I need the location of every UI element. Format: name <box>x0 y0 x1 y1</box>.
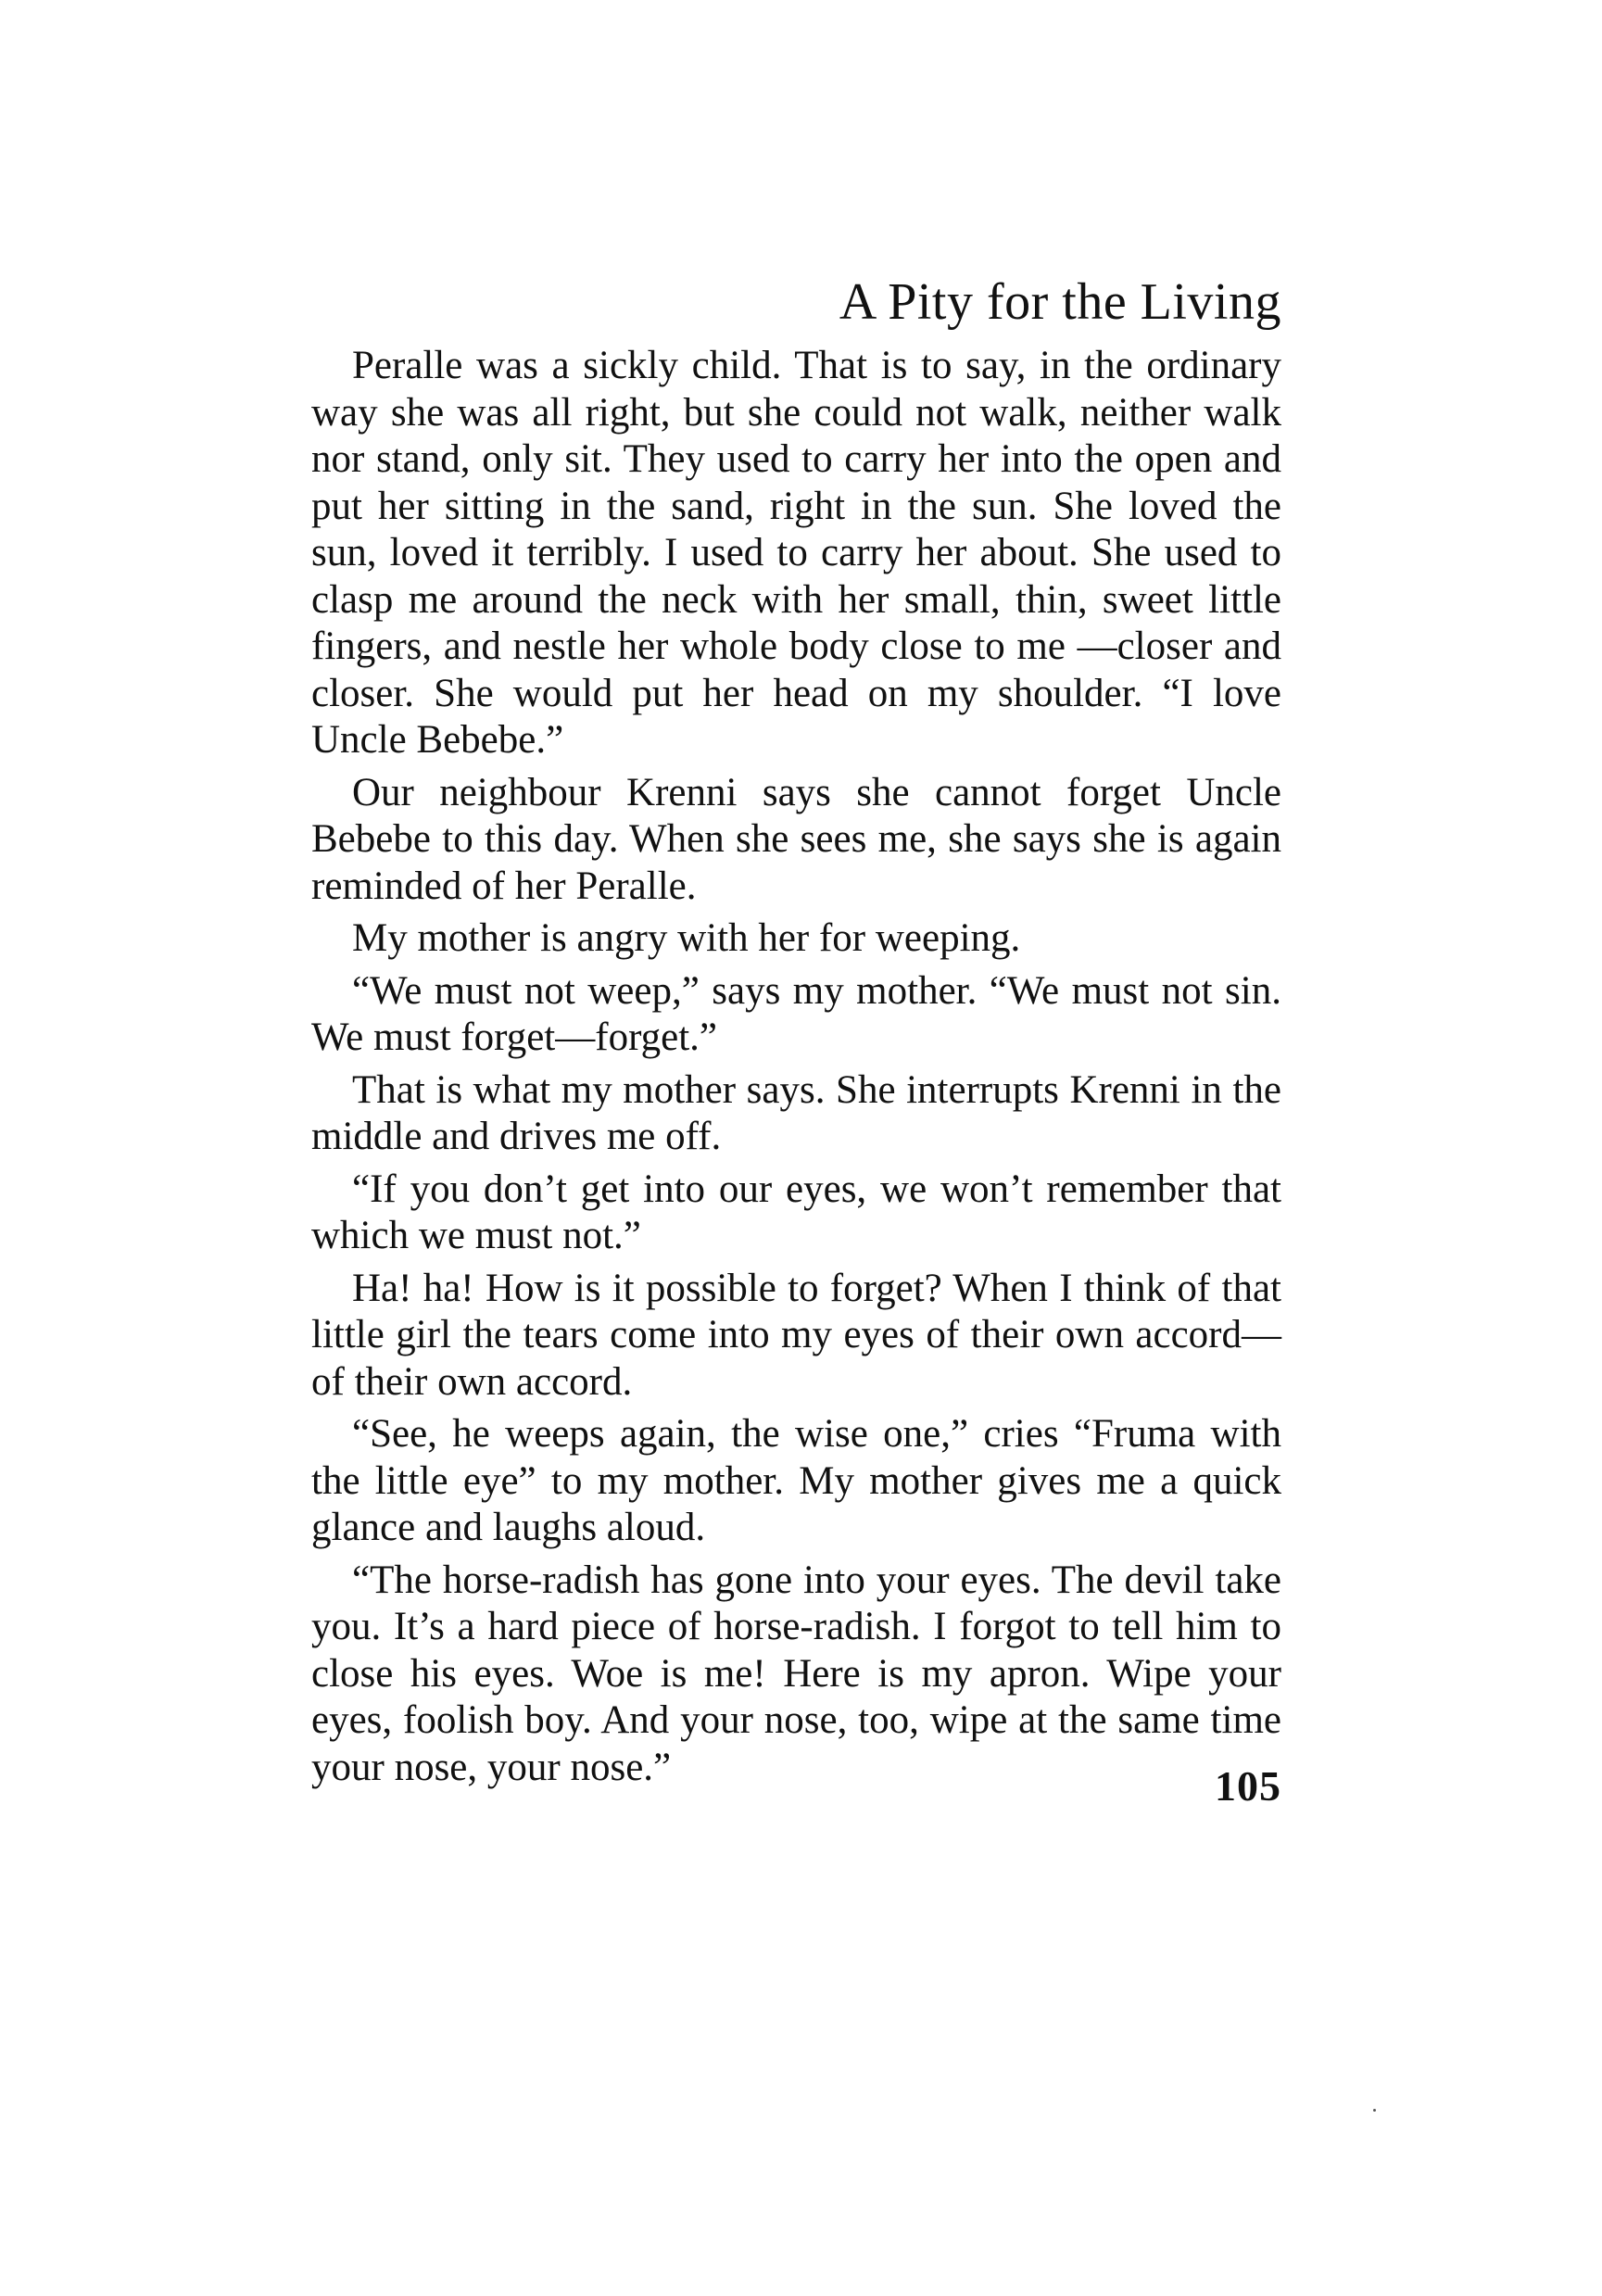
running-head: A Pity for the Living <box>839 273 1281 331</box>
paragraph: That is what my mother says. She interrupts Krenni in the middle and drives me off. <box>311 1067 1281 1158</box>
paragraph: “The horse-radish has gone into your eyes. The devil take you. It’s a hard piece of horse-radish. I forgot to tell him to close his eyes. Woe is me! Here is my apron. Wipe your eyes, foolish boy. And your nose, too, wipe at the same time your nose, your nose.” <box>311 1558 1281 1789</box>
page-body <box>311 269 1281 1797</box>
paragraph: “We must not weep,” says my mother. “We must not sin. We must forget—forget.” <box>311 968 1281 1059</box>
paragraph: “If you don’t get into our eyes, we won’t remember that which we must not.” <box>311 1167 1281 1257</box>
paragraph: Our neighbour Krenni says she cannot forget Uncle Bebebe to this day. When she sees me, she says she is again reminded of her Peralle. <box>311 770 1281 908</box>
scan-speck <box>1373 2109 1376 2112</box>
paragraph: My mother is angry with her for weeping. <box>352 916 1021 960</box>
paragraph: “See, he weeps again, the wise one,” cries “Fruma with the little eye” to my mother. My mother gives me a quick glance and laughs aloud. <box>311 1412 1281 1549</box>
paragraph: Peralle was a sickly child. That is to say, in the ordinary way she was all right, but she could not walk, neither walk nor stand, only sit. They used to carry her into the open and put her sitting in the sand, right in the sun. She loved the sun, loved it terribly. I used to carry her about. She used to clasp me around the neck with her small, thin, sweet little fingers, and nestle her whole body close to me —closer and closer. She would put her head on my shoulder. “I love Uncle Bebebe.” <box>311 344 1281 762</box>
page-number: 105 <box>1215 1762 1281 1810</box>
paragraph: Ha! ha! How is it possible to forget? When I think of that little girl the tears come into my eyes of their own accord—of their own accord. <box>311 1266 1281 1404</box>
